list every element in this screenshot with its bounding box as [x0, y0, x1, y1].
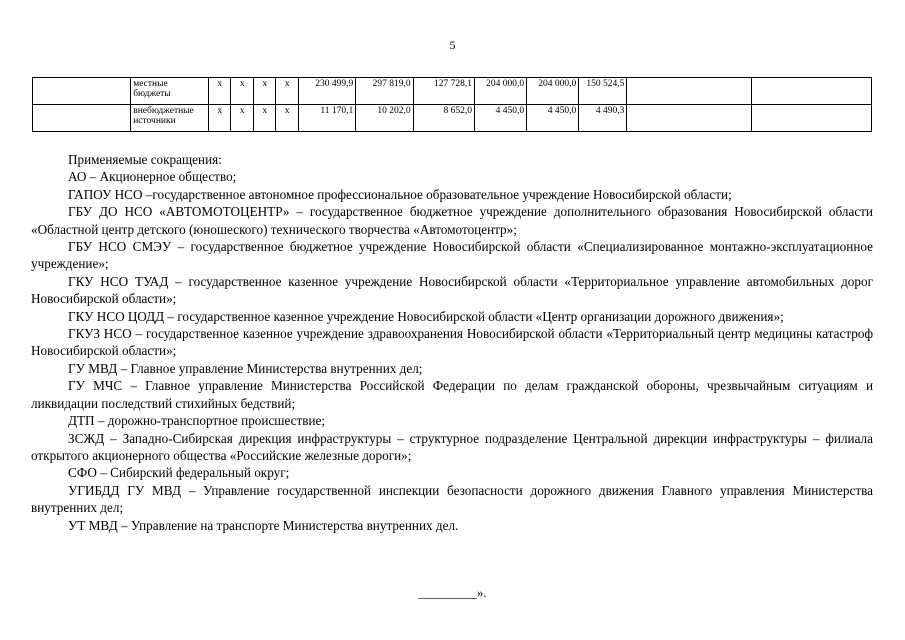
table-cell-value: 127 728,1	[413, 78, 474, 105]
table-cell-value: 8 652,0	[413, 105, 474, 132]
closing-mark: _________».	[418, 585, 487, 600]
table-cell-label: местные бюджеты	[131, 78, 209, 105]
table-cell-empty	[627, 78, 752, 105]
table-cell-value: 4 450,0	[474, 105, 526, 132]
table-cell-value: 10 202,0	[356, 105, 413, 132]
table-cell-value: 150 524,5	[579, 78, 627, 105]
abbreviation-item: ДТП – дорожно-транспортное происшествие;	[68, 413, 326, 429]
budget-table-body	[33, 78, 872, 132]
abbreviations-section	[31, 151, 873, 534]
abbreviation-item: АО – Акционерное общество;	[68, 169, 237, 185]
table-cell-value: 297 819,0	[356, 78, 413, 105]
table-row	[33, 78, 872, 105]
table-cell-mark: x	[231, 78, 254, 105]
abbreviation-item: СФО – Сибирский федеральный округ;	[68, 465, 290, 481]
abbreviation-item: УГИБДД ГУ МВД – Управление государственной инспекции безопасности дорожного движения Главного управления Министерства внутренних дел;	[31, 482, 873, 516]
table-cell-empty	[752, 78, 872, 105]
abbreviation-item: УТ МВД – Управление на транспорте Министерства внутренних дел.	[68, 517, 459, 533]
table-cell-mark: x	[276, 78, 299, 105]
table-cell-value: 4 490,3	[579, 105, 627, 132]
abbreviation-item: ГКУ НСО ЦОДД – государственное казенное учреждение Новосибирской области «Центр организации дорожного движения»;	[68, 308, 784, 324]
abbreviation-item: ГАПОУ НСО –государственное автономное профессиональное образовательное учреждение Новосибирской области;	[68, 186, 732, 202]
table-cell-mark: x	[208, 105, 231, 132]
table-cell-value: 230 499,9	[298, 78, 355, 105]
abbreviations-header: Применяемые сокращения:	[68, 152, 222, 167]
table-cell-mark: x	[276, 105, 299, 132]
abbreviation-item: ГУ МЧС – Главное управление Министерства Российской Федерации по делам гражданской обороны, чрезвычайным ситуациям и ликвидации последствий стихийных бедствий;	[31, 378, 873, 411]
abbreviation-item: ГУ МВД – Главное управление Министерства внутренних дел;	[68, 360, 423, 376]
table-cell-mark: x	[231, 105, 254, 132]
table-cell-mark: x	[208, 78, 231, 105]
table-cell-value: 204 000,0	[527, 78, 579, 105]
abbreviation-item: ГКУЗ НСО – государственное казенное учреждение здравоохранения Новосибирской области «Территориальный центр медицины катастроф Новосибирской области»;	[31, 326, 873, 359]
table-cell-mark: x	[253, 105, 276, 132]
table-cell-label: внебюджетные источники	[131, 105, 209, 132]
budget-table	[32, 77, 872, 132]
abbreviation-item: ГБУ ДО НСО «АВТОМОТОЦЕНТР» – государственное бюджетное учреждение дополнительного образования Новосибирской области «Областной центр детского (юношеского) технического творчества «Автомотоцентр»;	[31, 204, 873, 237]
table-cell-empty	[33, 78, 131, 105]
table-cell-value: 204 000,0	[474, 78, 526, 105]
table-cell-empty	[33, 105, 131, 132]
table-cell-value: 11 170,1	[298, 105, 355, 132]
abbreviation-item: ГКУ НСО ТУАД – государственное казенное учреждение Новосибирской области «Территориальное управление автомобильных дорог Новосибирской области»;	[31, 273, 873, 307]
abbreviation-item: ГБУ НСО СМЭУ – государственное бюджетное учреждение Новосибирской области «Специализированное монтажно-эксплуатационное учреждение»;	[31, 239, 873, 272]
table-row	[33, 105, 872, 132]
table-cell-empty	[627, 105, 752, 132]
page-number: 5	[449, 38, 456, 52]
table-cell-empty	[752, 105, 872, 132]
abbreviation-item: ЗСЖД – Западно-Сибирская дирекция инфраструктуры – структурное подразделение Центральной дирекции инфраструктуры – филиала открытого акционерного общества «Российские железные дороги»;	[31, 430, 873, 463]
table-cell-mark: x	[253, 78, 276, 105]
table-cell-value: 4 450,0	[527, 105, 579, 132]
